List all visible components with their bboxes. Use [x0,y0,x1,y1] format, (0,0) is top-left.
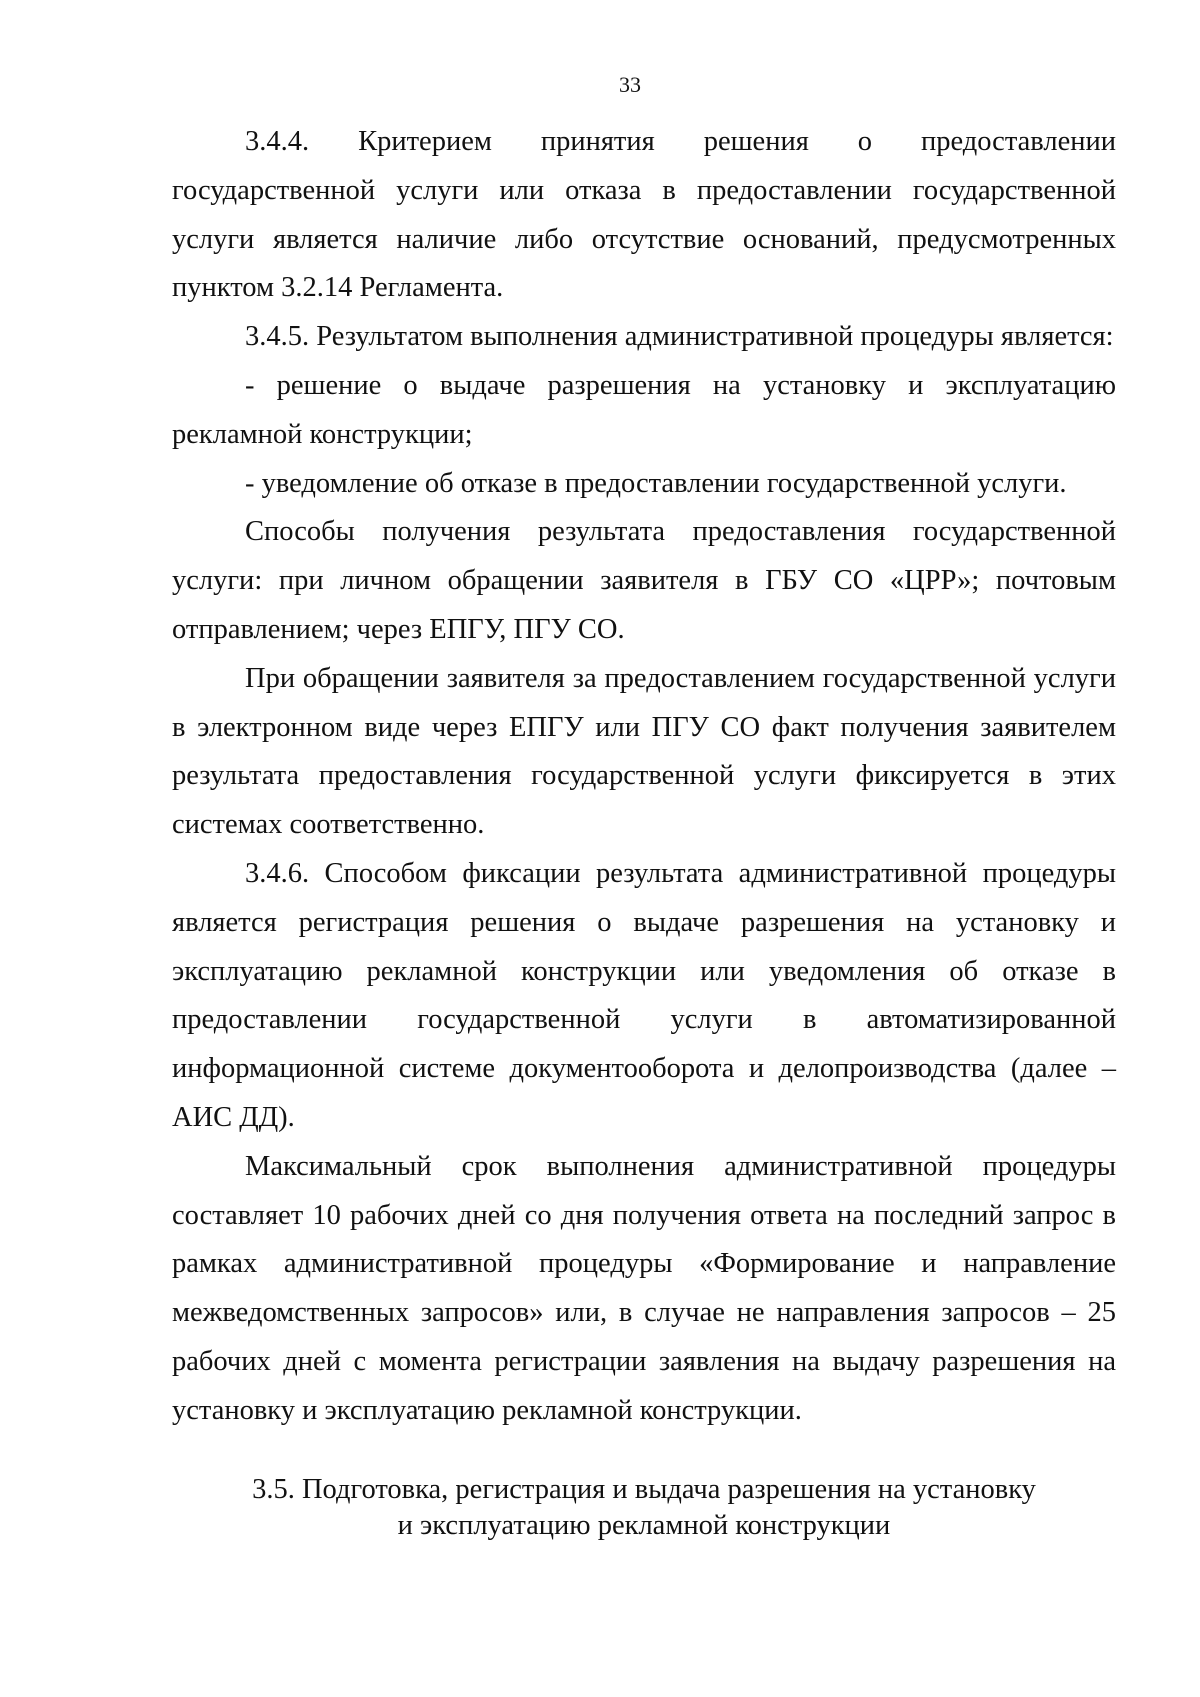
section-heading-line-1: 3.5. Подготовка, регистрация и выдача разрешения на установку [252,1474,1036,1505]
paragraph-3-4-5: 3.4.5. Результатом выполнения административной процедуры является: [245,321,1114,353]
paragraph-result-methods: Способы получения результата предоставления государственной услуги: при личном обращении заявителя в ГБУ СО «ЦРР»; почтовым отправлением; через ЕПГУ, ПГУ СО. [172,516,1116,645]
document-body [172,118,1116,1436]
paragraph-max-term: Максимальный срок выполнения административной процедуры составляет 10 рабочих дней со дня получения ответа на последний запрос в рамках административной процедуры «Формирование и направление межведомственных запросов» или, в случае не направления запросов – 25 рабочих дней с момента регистрации заявления на выдачу разрешения на установку и эксплуатацию рекламной конструкции. [172,1150,1116,1426]
section-heading-line-2: и эксплуатацию рекламной конструкции [397,1510,891,1541]
page-number: 33 [619,72,641,97]
paragraph-3-4-4: 3.4.4. Критерием принятия решения о предоставлении государственной услуги или отказа в предоставлении государственной услуги является наличие либо отсутствие оснований, предусмотренных пунктом 3.2.14 Регламента. [172,126,1116,304]
section-heading-3-5 [172,1472,1116,1544]
paragraph-electronic-request: При обращении заявителя за предоставлением государственной услуги в электронном виде через ЕПГУ или ПГУ СО факт получения заявителем результата предоставления государственной услуги фиксируется в этих системах соответственно. [172,662,1116,841]
paragraph-3-4-6: 3.4.6. Способом фиксации результата административной процедуры является регистрация решения о выдаче разрешения на установку и эксплуатацию рекламной конструкции или уведомления об отказе в предоставлении государственной услуги в автоматизированной информационной системе документооборота и делопроизводства (далее – АИС ДД). [172,857,1116,1133]
list-item-decision: - решение о выдаче разрешения на установку и эксплуатацию рекламной конструкции; [172,369,1116,450]
list-item-refusal: - уведомление об отказе в предоставлении государственной услуги. [245,467,1067,499]
